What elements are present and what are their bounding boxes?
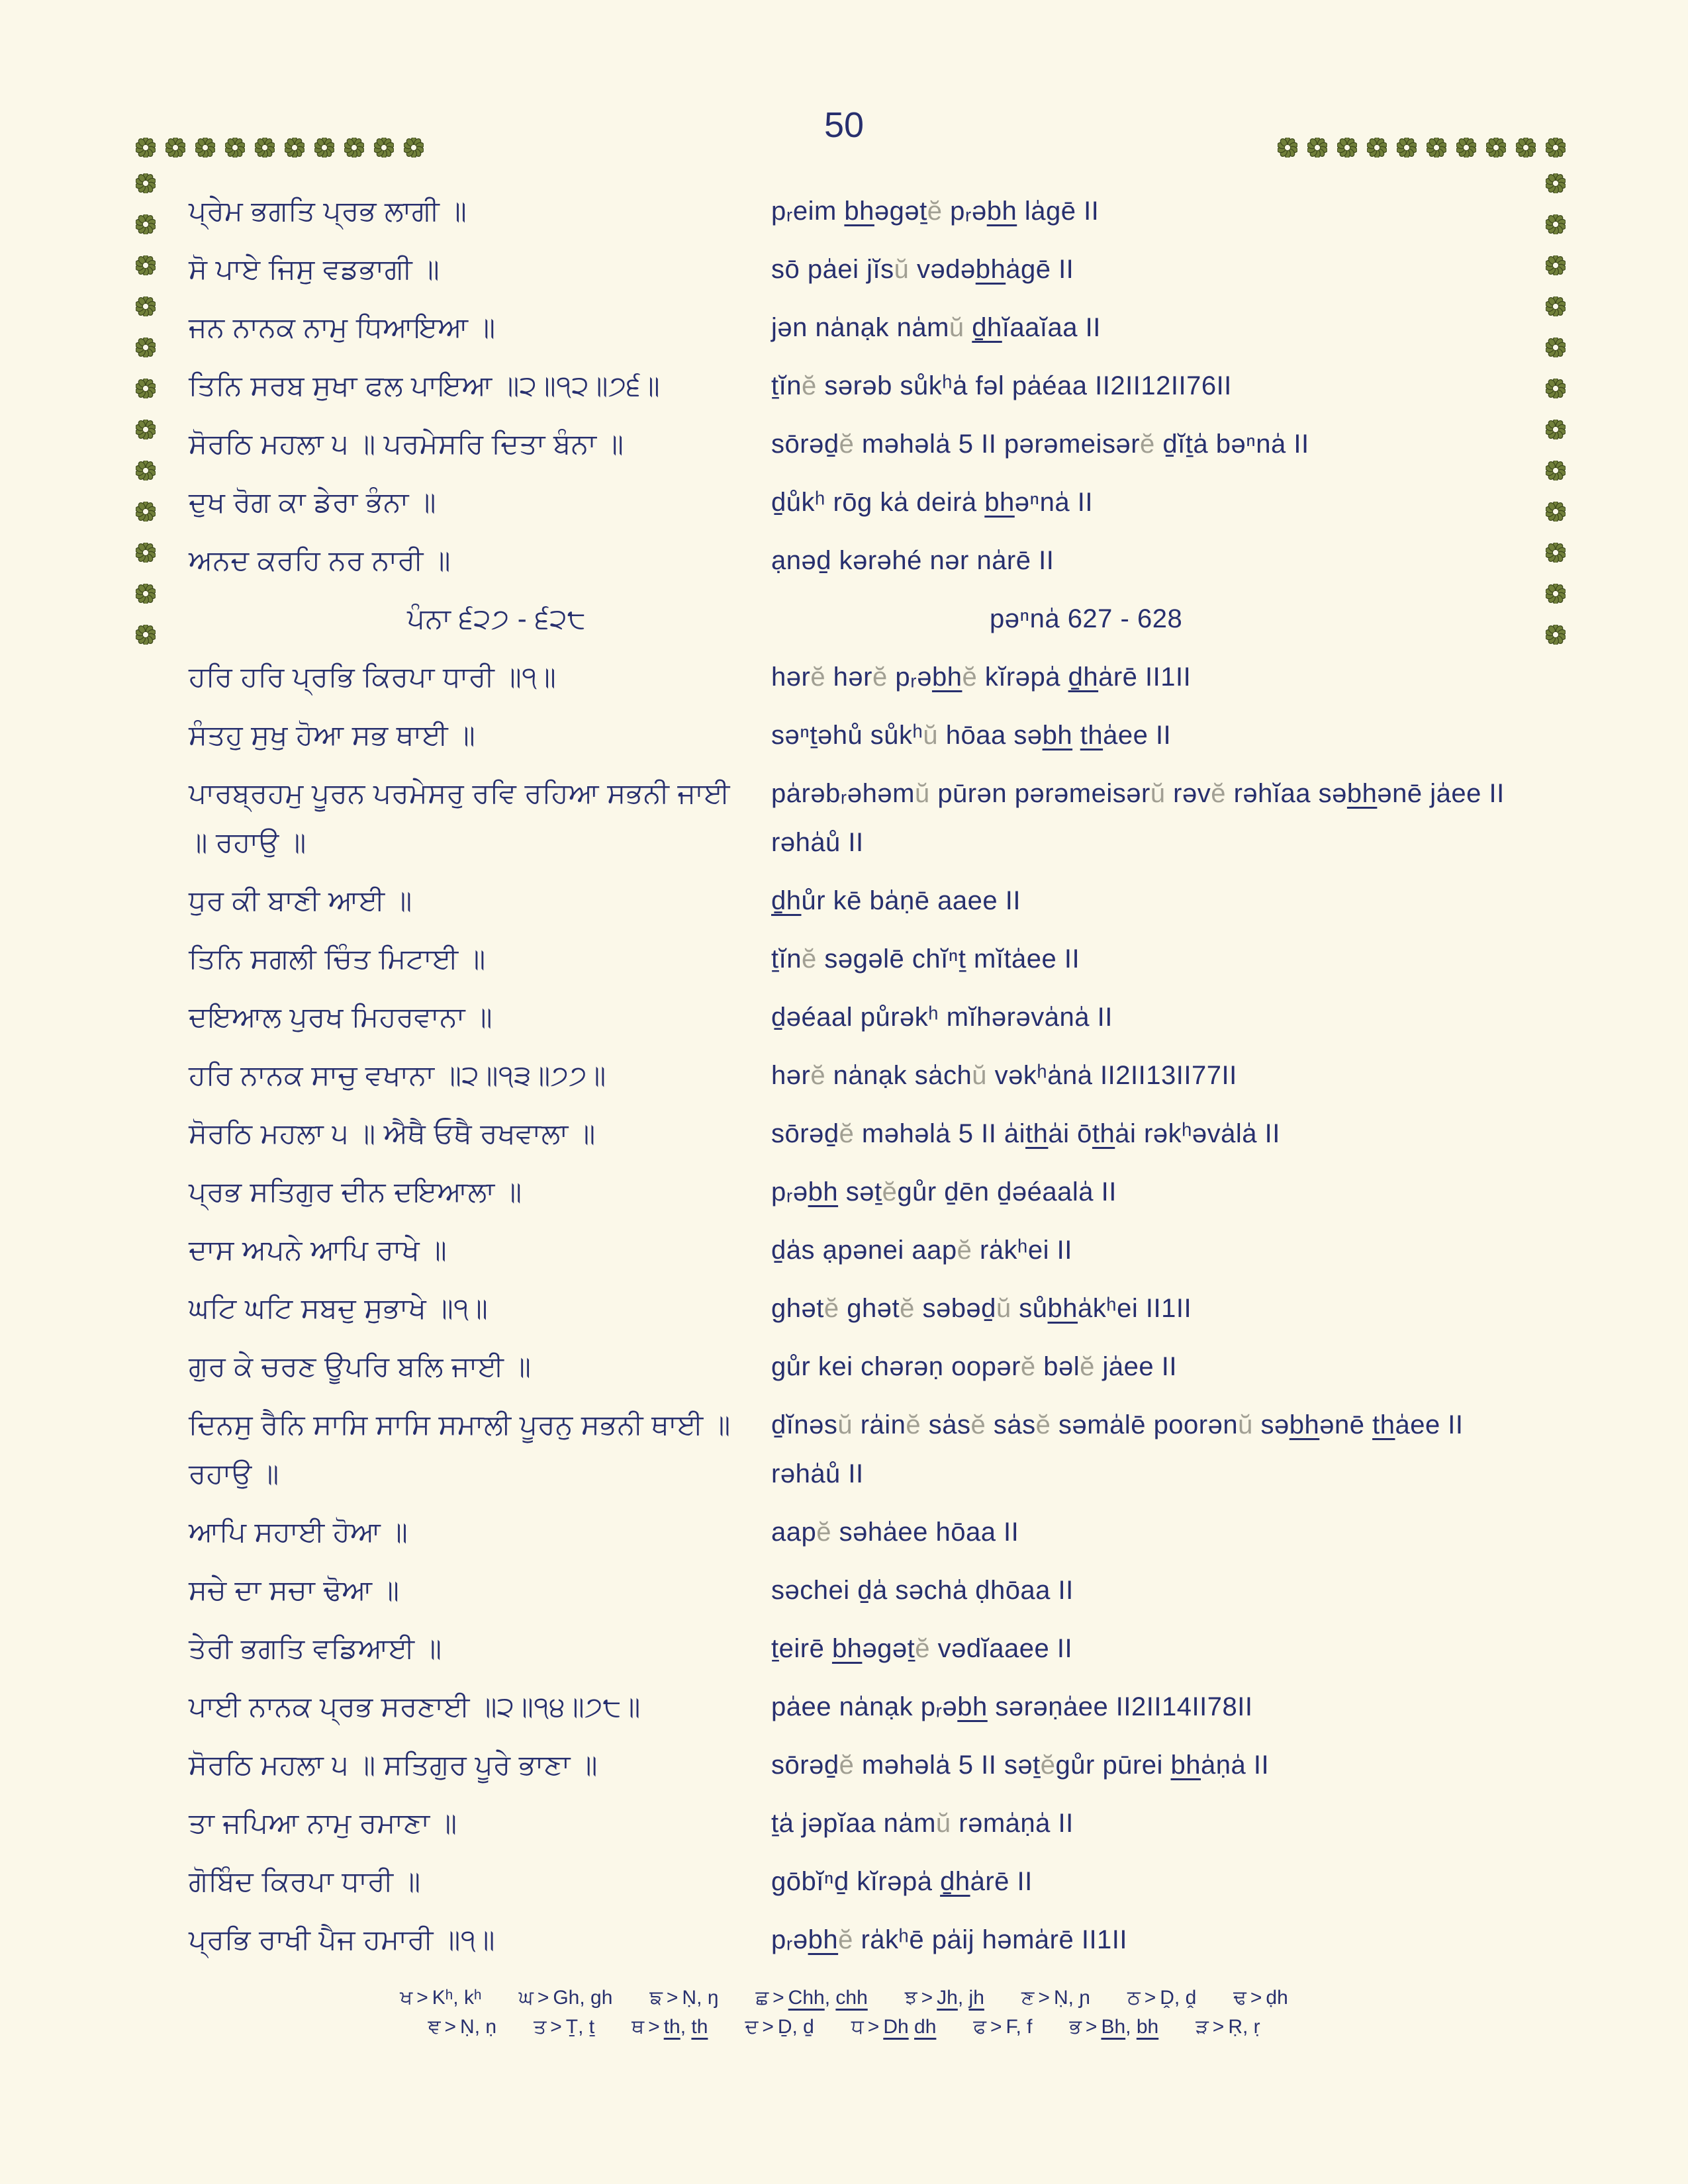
silent-vowel: ŭ [837, 1410, 853, 1439]
flower-icon [136, 584, 156, 604]
gurmukhi-line: ਦੁਖ ਰੋਗ ਕਾ ਡੇਰਾ ਭੰਨਾ ॥ [189, 486, 436, 518]
flower-icon [136, 338, 156, 357]
flower-icon [285, 138, 305, 158]
flower-icon [1546, 502, 1566, 522]
gurmukhi-line: ਤਿਨਿ ਸਗਲੀ ਚਿੰਤ ਮਿਟਾਈ ॥ [189, 943, 486, 974]
flower-icon [374, 138, 394, 158]
aspirate-digraph: dh [914, 2016, 937, 2038]
silent-vowel: ŭ [949, 313, 964, 342]
aspirate-digraph: d̠h [1068, 662, 1099, 692]
silent-vowel: ĕ [906, 1410, 921, 1439]
aspirate-digraph: bh [975, 255, 1006, 284]
silent-vowel: ĕ [957, 1236, 972, 1265]
silent-vowel: ĕ [810, 662, 826, 692]
gurmukhi-line: ਦਇਆਲ ਪੁਰਖ ਮਿਹਰਵਾਨਾ ॥ [189, 1001, 493, 1032]
flower-icon [1337, 138, 1357, 158]
gurmukhi-line: ਸੋਰਠਿ ਮਹਲਾ ੫ ॥ ਪਰਮੇਸਰਿ ਦਿਤਾ ਬੰਨਾ ॥ [189, 428, 624, 459]
gurmukhi-line: ਆਪਿ ਸਹਾਈ ਹੋਆ ॥ [189, 1516, 408, 1547]
aspirate-digraph: th [1372, 1410, 1395, 1439]
aspirate-digraph: bh [1289, 1410, 1320, 1439]
legend-gurmukhi-letter: ਤ [534, 2016, 547, 2038]
legend-gurmukhi-letter: ਖ [400, 1987, 413, 2009]
silent-vowel: ĕ [801, 371, 817, 400]
gurmukhi-line: ਤਾ ਜਪਿਆ ਨਾਮੁ ਰਮਾਣਾ ॥ [189, 1807, 457, 1839]
legend-item: ਠ > Ḓ, ḓ [1127, 1987, 1197, 2009]
transliteration-line: hərĕ hərĕ pᵣəbhĕ kĭrəpa̍ d̠ha̍rē II1II [771, 662, 1192, 692]
legend-item: ਛ > Chh, chh [755, 1987, 868, 2009]
gurmukhi-line: ਸੋਰਠਿ ਮਹਲਾ ੫ ॥ ਐਥੈ ਓਥੈ ਰਖਵਾਲਾ ॥ [189, 1118, 596, 1149]
legend-item: ਙ > Ṇ, ŋ [649, 1987, 719, 2009]
aspirate-digraph: Dh [883, 2016, 909, 2038]
aspirate-digraph: bh [1042, 721, 1073, 750]
transliteration-line: səchei d̠a̍ səcha̍ ḍhōaa II [771, 1576, 1074, 1605]
flower-icon [1546, 173, 1566, 193]
flower-icon [136, 625, 156, 645]
legend-gurmukhi-letter: ਛ [755, 1987, 769, 2009]
flower-icon [1516, 138, 1536, 158]
aspirate-digraph: bh [1346, 779, 1378, 808]
legend-item [851, 2016, 937, 2038]
transliteration-line: pᵣəbh səṯĕgůr d̠ēn d̠əéaala̍ II [771, 1177, 1117, 1206]
flower-icon [1546, 255, 1566, 275]
legend-gurmukhi-letter: ਣ [1021, 1987, 1035, 2009]
legend-separator: > [550, 2016, 562, 2038]
legend-separator: > [666, 1987, 679, 2009]
legend-item: ਥ > th, th [632, 2016, 708, 2038]
aspirate-digraph: bh [931, 662, 962, 692]
flower-border-left-column [136, 173, 156, 645]
flower-icon [1546, 543, 1566, 563]
legend-gurmukhi-letter: ਝ [904, 1987, 917, 2009]
transliteration-line: sō pa̍ei jĭsŭ vədəbha̍gē II [771, 255, 1074, 284]
flower-icon [1278, 138, 1297, 158]
aspirate-digraph: Chh [788, 1987, 825, 2009]
silent-vowel: ĕ [900, 1294, 915, 1323]
gurmukhi-line: ਹਰਿ ਨਾਨਕ ਸਾਚੁ ਵਖਾਨਾ ॥੨॥੧੩॥੭੭॥ [189, 1060, 606, 1091]
silent-vowel: ĕ [810, 1061, 826, 1090]
flower-icon [136, 255, 156, 275]
transliteration-line: d̠hůr kē ba̍ṇē aaee II [771, 886, 1021, 915]
flower-icon [136, 502, 156, 522]
legend-gurmukhi-letter: ਠ [1127, 1987, 1141, 2009]
aspirate-digraph: th [1025, 1119, 1049, 1148]
flower-icon [136, 461, 156, 480]
aspirate-digraph: th [663, 2016, 680, 2038]
flower-icon [136, 420, 156, 439]
legend-item: ਤ > Ṯ, ṯ [534, 2016, 595, 2038]
flower-icon [165, 138, 185, 158]
legend-gurmukhi-letter: ਫ [973, 2016, 986, 2038]
legend-gurmukhi-letter: ਙ [649, 1987, 663, 2009]
gurmukhi-line: ਸਚੇ ਦਾ ਸਚਾ ਢੋਆ ॥ [189, 1574, 400, 1606]
legend-separator: > [416, 1987, 428, 2009]
legend-item: ਣ > Ṇ, ɲ [1021, 1987, 1090, 2009]
aspirate-digraph: jh [968, 1987, 984, 2009]
transliteration-line: pᵣəbhĕ ra̍kʰē pa̍ij həma̍rē II1II [771, 1925, 1128, 1954]
flower-border-right-column [1546, 173, 1566, 645]
aspirate-digraph: bh [831, 1634, 863, 1663]
silent-vowel: ŭ [996, 1294, 1011, 1323]
transliteration-line: ṯĭnĕ səgəlē chĭⁿṯ mĭta̍ee II [771, 944, 1080, 974]
silent-vowel: ŭ [935, 1809, 951, 1838]
silent-vowel: ŭ [923, 721, 939, 750]
flower-border-top-right [1278, 138, 1566, 158]
silent-vowel: ĕ [816, 1518, 831, 1547]
gurmukhi-line: ਪਾਰਬ੍ਰਹਮੁ ਪੂਰਨ ਪਰਮੇਸਰੁ ਰਵਿ ਰਹਿਆ ਸਭਨੀ ਜਾਈ ॥ ਰਹਾਉ ॥ [189, 778, 730, 858]
flower-icon [255, 138, 275, 158]
silent-vowel: ĕ [915, 1634, 931, 1663]
transliteration-line: hərĕ na̍nạk sa̍chŭ vəkʰa̍na̍ II2II13II77II [771, 1061, 1237, 1090]
flower-icon [136, 379, 156, 398]
legend-separator: > [1250, 1987, 1262, 2009]
flower-icon [1546, 379, 1566, 398]
legend-item: ੜ > Ṛ, ṛ [1196, 2016, 1260, 2038]
aspirate-digraph: th [1080, 721, 1103, 750]
silent-vowel: ŭ [972, 1061, 988, 1090]
silent-vowel: ĕ [927, 197, 943, 226]
transliteration-line: gōbĭⁿd̠ kĭrəpa̍ d̠ha̍rē II [771, 1867, 1033, 1896]
gurmukhi-line: ਜਨ ਨਾਨਕ ਨਾਮੁ ਧਿਆਇਆ ॥ [189, 312, 496, 343]
aspirate-digraph: bh [1047, 1294, 1078, 1323]
gurmukhi-line: ਪ੍ਰਭ ਸਤਿਗੁਰ ਦੀਨ ਦਇਆਲਾ ॥ [189, 1176, 522, 1207]
flower-icon [1546, 214, 1566, 234]
gurmukhi-line: ਸੰਤਹੁ ਸੁਖੁ ਹੋਆ ਸਭ ਥਾਈ ॥ [189, 719, 476, 751]
flower-icon [1486, 138, 1506, 158]
silent-vowel: ĕ [1140, 430, 1155, 459]
gurmukhi-line: ਹਰਿ ਹਰਿ ਪ੍ਰਭਿ ਕਿਰਪਾ ਧਾਰੀ ॥੧॥ [189, 661, 557, 692]
transliteration-line: sōrəd̠ĕ məhəla̍ 5 II pərəmeisərĕ d̠ĭṯa̍ bəⁿna̍ II [771, 430, 1309, 459]
gurmukhi-line: ਸੋਰਠਿ ਮਹਲਾ ੫ ॥ ਸਤਿਗੁਰ ਪੂਰੇ ਭਾਣਾ ॥ [189, 1749, 598, 1780]
transliteration-line: pa̍rəbᵣəhəmŭ pūrən pərəmeisərŭ rəvĕ rəhĭaa səbhənē ja̍ee II rəha̍ů II [771, 779, 1505, 857]
gurmukhi-line: ਘਟਿ ਘਟਿ ਸਬਦੁ ਸੁਭਾਖੇ ॥੧॥ [189, 1293, 489, 1324]
gurmukhi-line: ਤੇਰੀ ਭਗਤਿ ਵਡਿਆਈ ॥ [189, 1633, 442, 1664]
aspirate-digraph: bh [984, 488, 1015, 517]
gurmukhi-line: ਪ੍ਰਭਿ ਰਾਖੀ ਪੈਜ ਹਮਾਰੀ ॥੧॥ [189, 1924, 495, 1955]
legend-separator: > [921, 1987, 933, 2009]
aspirate-digraph: bh [986, 197, 1017, 226]
silent-vowel: ĕ [1080, 1352, 1095, 1381]
gurmukhi-line: ਪਾਈ ਨਾਨਕ ਪ੍ਰਭ ਸਰਣਾਈ ॥੨॥੧੪॥੭੮॥ [189, 1691, 641, 1722]
silent-vowel: ĕ [1040, 1751, 1056, 1780]
flower-icon [1546, 338, 1566, 357]
legend-item: ਢ > ḍh [1233, 1987, 1288, 2009]
flower-icon [1307, 138, 1327, 158]
gurmukhi-line: ਦਾਸ ਅਪਨੇ ਆਪਿ ਰਾਖੇ ॥ [189, 1234, 447, 1265]
transliteration-line: d̠ĭnəsŭ ra̍inĕ sa̍sĕ sa̍sĕ səma̍lē poorənŭ səbhənē tha̍ee II rəha̍ů II [771, 1410, 1464, 1488]
flower-icon [136, 214, 156, 234]
legend-separator: > [1144, 1987, 1156, 2009]
gurmukhi-line: ਸੋ ਪਾਏ ਜਿਸੁ ਵਡਭਾਗੀ ॥ [189, 253, 440, 285]
flower-icon [1546, 584, 1566, 604]
silent-vowel: ŭ [914, 779, 930, 808]
transliteration-line: pa̍ee na̍nạk pᵣəbh sərəṇa̍ee II2II14II78II [771, 1692, 1253, 1721]
flower-icon [136, 138, 156, 158]
gurmukhi-line: ਧੁਰ ਕੀ ਬਾਣੀ ਆਈ ॥ [189, 885, 412, 916]
legend-separator: > [444, 2016, 457, 2038]
aspirate-digraph: d̠h [771, 886, 802, 915]
legend-gurmukhi-letter: ਘ [518, 1987, 534, 2009]
legend-item: ਞ > Ṇ, ṇ [428, 2016, 497, 2038]
gurmukhi-line: ਪ੍ਰੇਮ ਭਗਤਿ ਪ੍ਰਭ ਲਾਗੀ ॥ [189, 195, 467, 226]
legend-separator: > [762, 2016, 774, 2038]
silent-vowel: ĕ [839, 1119, 855, 1148]
legend-separator: > [773, 1987, 784, 2009]
legend-separator: > [867, 2016, 880, 2038]
silent-vowel: ĕ [1035, 1410, 1051, 1439]
legend-separator: > [537, 1987, 549, 2009]
aspirate-digraph: bh [808, 1925, 839, 1954]
transliteration-line: sōrəd̠ĕ məhəla̍ 5 II səṯĕgůr pūrei bha̍ṇa̍ II [771, 1751, 1270, 1780]
silent-vowel: ĕ [1020, 1352, 1036, 1381]
aspirate-digraph: Bh [1101, 2016, 1126, 2038]
gurmukhi-line: ਅਨਦ ਕਰਹਿ ਨਰ ਨਾਰੀ ॥ [189, 545, 451, 576]
legend-gurmukhi-letter: ੜ [1196, 2016, 1209, 2038]
flower-icon [1546, 138, 1566, 158]
flower-icon [404, 138, 424, 158]
verse-columns [189, 187, 1506, 1974]
flower-icon [1546, 461, 1566, 480]
transliteration-line: d̠ůkʰ rōg ka̍ deira̍ bhəⁿna̍ II [771, 488, 1093, 517]
aspirate-digraph: d̠h [972, 313, 1002, 342]
flower-icon [1546, 420, 1566, 439]
aspirate-digraph: bh [1170, 1751, 1201, 1780]
silent-vowel: ĕ [882, 1177, 898, 1206]
aspirate-digraph: chh [835, 1987, 868, 2009]
legend-row [428, 2016, 1260, 2038]
silent-vowel: ĕ [838, 1925, 853, 1954]
silent-vowel: ŭ [894, 255, 910, 284]
aspirate-digraph: bh [808, 1177, 839, 1206]
transliteration-line: ṯeirē bhəgəṯĕ vədĭaaee II [771, 1634, 1073, 1663]
transliteration-line: ṯĭnĕ sərəb sůkʰa̍ fəl pa̍éaa II2II12II76II [771, 371, 1232, 400]
flower-icon [225, 138, 245, 158]
transliteration-line: d̠a̍s ạpənei aapĕ ra̍kʰei II [771, 1236, 1072, 1265]
aspirate-digraph: th [691, 2016, 708, 2038]
legend-separator: > [1212, 2016, 1225, 2038]
legend-gurmukhi-letter: ਢ [1233, 1987, 1246, 2009]
transliteration-line: gůr kei chərəṇ oopərĕ bəlĕ ja̍ee II [771, 1352, 1177, 1381]
silent-vowel: ĕ [1211, 779, 1226, 808]
aspirate-digraph: Jh [937, 1987, 958, 2009]
transliteration-line: sōrəd̠ĕ məhəla̍ 5 II a̍itha̍i ōtha̍i rəkʰəva̍la̍ II [771, 1119, 1280, 1148]
legend-separator: > [1038, 1987, 1050, 2009]
legend-separator: > [990, 2016, 1002, 2038]
legend-gurmukhi-letter: ਭ [1069, 2016, 1082, 2038]
flower-border-top-left [136, 138, 424, 158]
flower-icon [195, 138, 215, 158]
legend-gurmukhi-letter: ਦ [745, 2016, 759, 2038]
silent-vowel: ĕ [839, 430, 855, 459]
gurmukhi-line: ਤਿਨਿ ਸਰਬ ਸੁਖਾ ਫਲ ਪਾਇਆ ॥੨॥੧੨॥੭੬॥ [189, 370, 661, 401]
legend-item: ਝ > Jh, jh [904, 1987, 984, 2009]
transliteration-line: ghətĕ ghətĕ səbəd̠ŭ sůbha̍kʰei II1II [771, 1294, 1192, 1323]
flower-icon [1456, 138, 1476, 158]
flower-icon [314, 138, 334, 158]
silent-vowel: ĕ [962, 662, 978, 692]
silent-vowel: ĕ [839, 1751, 855, 1780]
legend-item: ਫ > F, f [973, 2016, 1033, 2038]
legend-item: ਭ > Bh, bh [1069, 2016, 1159, 2038]
silent-vowel: ĕ [801, 944, 817, 974]
flower-icon [136, 543, 156, 563]
transliteration-line: d̠əéaal půrəkʰ mĭhərəva̍na̍ II [771, 1003, 1113, 1032]
flower-icon [1367, 138, 1387, 158]
aspirate-digraph: bh [844, 197, 874, 226]
legend-separator: > [648, 2016, 660, 2038]
aspirate-digraph: th [1092, 1119, 1115, 1148]
flower-icon [1427, 138, 1446, 158]
silent-vowel: ĕ [970, 1410, 986, 1439]
flower-icon [136, 296, 156, 316]
legend-item: ਖ > Kʰ, kʰ [400, 1987, 482, 2009]
transliteration-line: səⁿṯəhů sůkʰŭ hōaa səbh tha̍ee II [771, 721, 1172, 750]
transliteration-line: jən na̍nạk na̍mŭ d̠hĭaaĭaa II [771, 313, 1101, 342]
legend-gurmukhi-letter: ਞ [428, 2016, 441, 2038]
legend-gurmukhi-letter: ਧ [851, 2016, 864, 2038]
silent-vowel: ŭ [1238, 1410, 1253, 1439]
gurmukhi-line: ਗੁਰ ਕੇ ਚਰਣ ਊਪਰਿ ਬਲਿ ਜਾਈ ॥ [189, 1351, 532, 1382]
aspirate-digraph: bh [957, 1692, 988, 1721]
silent-vowel: ĕ [823, 1294, 839, 1323]
page-number: 50 [823, 105, 865, 145]
flower-icon [344, 138, 364, 158]
transliteration-line: ṯa̍ jəpĭaa na̍mŭ rəma̍ṇa̍ II [771, 1809, 1074, 1838]
legend-item: ਦ > Ḏ, d̠ [745, 2016, 814, 2038]
flower-icon [1546, 625, 1566, 645]
transliteration-line: aapĕ səha̍ee hōaa II [771, 1518, 1019, 1547]
silent-vowel: ĕ [872, 662, 888, 692]
legend-item: ਘ > Gh, gh [518, 1987, 613, 2009]
flower-icon [1397, 138, 1417, 158]
transliteration-line: pəⁿna̍ 627 - 628 [990, 604, 1183, 633]
flower-icon [136, 173, 156, 193]
gurmukhi-line: ਦਿਨਸੁ ਰੈਨਿ ਸਾਸਿ ਸਾਸਿ ਸਮਾਲੀ ਪੂਰਨੁ ਸਭਨੀ ਥਾਈ ॥ ਰਹਾਉ ॥ [189, 1409, 731, 1489]
legend-separator: > [1085, 2016, 1098, 2038]
aspirate-digraph: d̠h [940, 1867, 970, 1896]
transliteration-line: ạnəd̠ kərəhé nər na̍rē II [771, 546, 1055, 575]
aspirate-digraph: bh [1136, 2016, 1159, 2038]
flower-icon [1546, 296, 1566, 316]
legend-row [400, 1987, 1288, 2009]
gurmukhi-line: ਗੋਬਿੰਦ ਕਿਰਪਾ ਧਾਰੀ ॥ [189, 1866, 421, 1897]
transliteration-line: pᵣeim bhəgəṯĕ pᵣəbh la̍gē II [771, 197, 1100, 226]
legend-gurmukhi-letter: ਥ [632, 2016, 645, 2038]
silent-vowel: ŭ [1150, 779, 1166, 808]
transliteration-legend [0, 1987, 1688, 2038]
gurmukhi-line: ਪੰਨਾ ੬੨੭ - ੬੨੮ [407, 603, 586, 634]
